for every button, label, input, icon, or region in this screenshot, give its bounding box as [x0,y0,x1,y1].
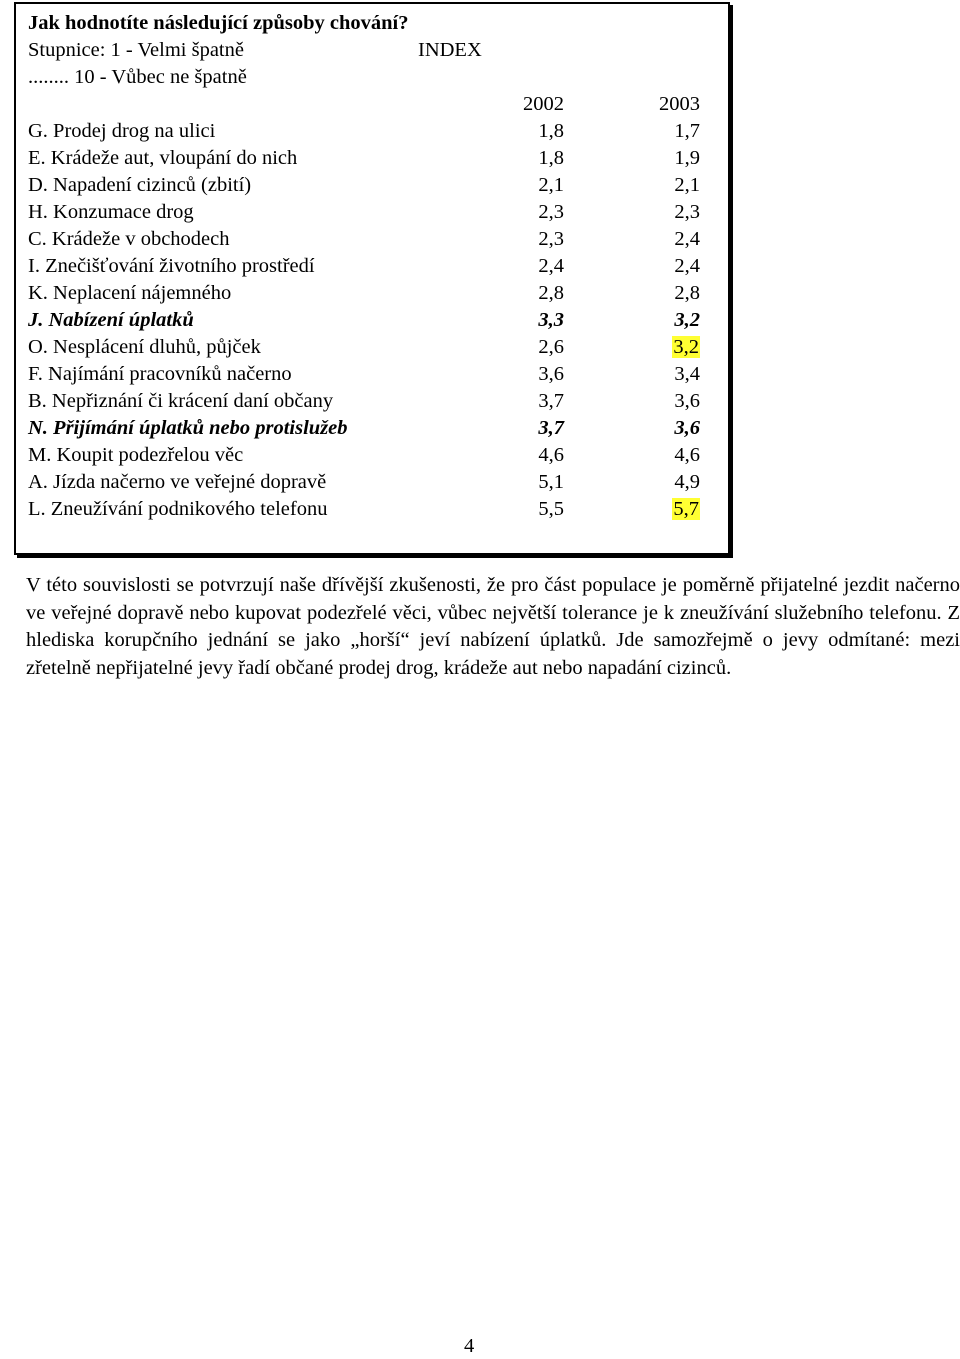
row-label: A. Jízda načerno ve veřejné dopravě [28,471,327,493]
row-label: C. Krádeže v obchodech [28,228,230,250]
value-text: 2,6 [538,336,564,358]
value-2002 [484,442,564,469]
value-text: 2,8 [674,282,700,304]
value-2003 [620,442,700,469]
value-text: 4,6 [674,444,700,466]
value-2003 [620,388,700,415]
value-text: 5,1 [538,471,564,493]
table-row [16,388,728,415]
value-2002 [484,253,564,280]
value-text: 2,1 [538,174,564,196]
row-label: O. Nesplácení dluhů, půjček [28,336,261,358]
year-2003-header: 2003 [659,93,700,115]
table-row [16,496,728,523]
value-text: 3,7 [538,390,564,412]
value-2002 [484,415,564,442]
value-2002 [484,172,564,199]
value-2003 [620,145,700,172]
row-label: G. Prodej drog na ulici [28,120,216,142]
row-label: K. Neplacení nájemného [28,282,232,304]
value-text: 3,4 [674,363,700,385]
index-label: INDEX [418,39,482,61]
row-label: N. Přijímání úplatků nebo protislužeb [28,417,348,439]
value-2003 [620,496,700,523]
value-text: 2,4 [538,255,564,277]
value-2003 [620,199,700,226]
value-2003 [620,334,700,361]
value-text: 2,4 [674,228,700,250]
value-text: 4,6 [538,444,564,466]
value-2002 [484,307,564,334]
value-2002 [484,199,564,226]
table-row [16,334,728,361]
value-2002 [484,469,564,496]
survey-table-box [14,2,730,555]
value-text: 2,1 [674,174,700,196]
value-text: 2,3 [538,228,564,250]
value-text: 3,2 [673,336,699,358]
row-label: I. Znečišťování životního prostředí [28,255,315,277]
table-row [16,199,728,226]
row-label: L. Zneužívání podnikového telefonu [28,498,328,520]
value-text: 1,8 [538,147,564,169]
value-2002 [484,226,564,253]
value-text: 3,2 [674,309,700,331]
value-text: 3,3 [538,309,564,331]
table-row [16,280,728,307]
value-2003 [620,469,700,496]
body-paragraph: V této souvislosti se potvrzují naše dřívější zkušenosti, že pro část populace je poměrně přijatelné jezdit načerno ve veřejné dopravě nebo kupovat podezřelé věci, vůbec největší tolerance je k zneužívání služebního telefonu. Z hlediska korupčního jednání se jako „horší“ jeví nabízení úplatků. Jde samozřejmě o jevy odmítané: mezi zřetelně nepřijatelné jevy řadí občané prodej drog, krádeže aut nebo napadání cizinců. [26,574,960,679]
question-title: Jak hodnotíte následující způsoby chování? [28,12,409,34]
row-label: E. Krádeže aut, vloupání do nich [28,147,298,169]
year-2002-header: 2002 [523,93,564,115]
table-row [16,172,728,199]
value-2002 [484,118,564,145]
value-2002 [484,496,564,523]
value-text: 3,6 [674,417,700,439]
value-2003 [620,172,700,199]
row-label: F. Najímání pracovníků načerno [28,363,292,385]
row-label: D. Napadení cizinců (zbití) [28,174,252,196]
table-row [16,253,728,280]
value-2003 [620,253,700,280]
scale-line-2: ........ 10 - Vůbec ne špatně [28,66,247,88]
value-2003 [620,226,700,253]
table-row [16,118,728,145]
value-2003 [620,361,700,388]
value-2002 [484,361,564,388]
value-text: 1,7 [674,120,700,142]
value-text: 2,3 [674,201,700,223]
value-text: 2,4 [674,255,700,277]
value-2002 [484,280,564,307]
table-row [16,226,728,253]
value-text: 4,9 [674,471,700,493]
value-text: 1,9 [674,147,700,169]
table-row [16,145,728,172]
value-2003 [620,307,700,334]
value-2003 [620,118,700,145]
row-label: B. Nepřiznání či krácení daní občany [28,390,334,412]
value-text: 2,8 [538,282,564,304]
row-label: J. Nabízení úplatků [28,309,194,331]
value-text: 5,7 [673,498,699,520]
row-label: H. Konzumace drog [28,201,194,223]
table-row [16,442,728,469]
table-row [16,361,728,388]
value-2003 [620,280,700,307]
value-2002 [484,145,564,172]
value-2002 [484,388,564,415]
value-2002 [484,334,564,361]
value-text: 5,5 [538,498,564,520]
scale-line-1: Stupnice: 1 - Velmi špatně [28,39,244,61]
value-text: 2,3 [538,201,564,223]
table-row [16,469,728,496]
value-text: 3,6 [538,363,564,385]
value-text: 3,6 [674,390,700,412]
row-label: M. Koupit podezřelou věc [28,444,244,466]
value-2003 [620,415,700,442]
value-text: 1,8 [538,120,564,142]
value-text: 3,7 [538,417,564,439]
table-row [16,307,728,334]
table-row [16,415,728,442]
page-number: 4 [464,1335,475,1357]
